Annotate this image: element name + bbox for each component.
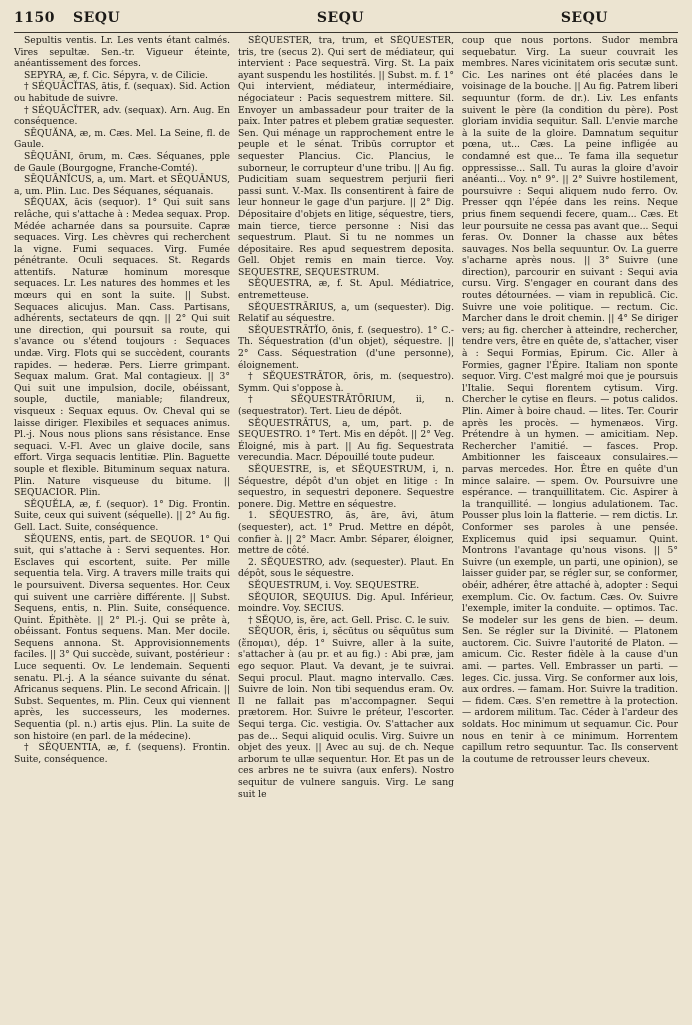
dictionary-entry: SĔQUESTER, tra, trum, et SĔQUESTER, tris, tre (secus 2). Qui sert de médiateur, qui intervient : Pace sequestrā. Virg. St. La paix ayant suspendu les hostilités. || Subst. m. f. 1° Qui intervient, médiateur, intermédiaire, négociateur : Pacis sequestrem mittere. Sil. Envoyer un ambassadeur pour traiter de la paix. Inter patres et plebem gratiæ sequester. Sen. Qui ménage un rapprochement entre le peuple et le sénat. Tribūs corruptor et sequester Plancius. Cic. Plancius, le suborneur, le corrupteur d'une tribu. || Au fig. Pudicitiam suam sequestrem perjurii fieri passi sunt. V.-Max. Ils consentirent à faire de leur honneur le gage d'un parjure. || 2° Dig. Dépositaire d'objets en litige, séquestre, tiers, main tierce, tierce personne : Nisi das sequestrum. Plaut. Si tu ne nommes un dépositaire. Res apud sequestrem deposita. Gell. Objet remis en main tierce. Voy. SEQUESTRE, SEQUESTRUM. (238, 35, 454, 278)
dictionary-entry: SĒQUĀNI, ōrum, m. Cæs. Séquanes, pple de Gaule (Bourgogne, Franche-Comté). (14, 150, 230, 174)
dictionary-entry: Sepultis ventis. Lr. Les vents étant calmés. Vires sepultæ. Sen.-tr. Vigueur éteinte, anéantissement des forces. (14, 35, 230, 70)
column-right (462, 35, 678, 1025)
dictionary-entry: SĔQUESTRA, æ, f. St. Apul. Médiatrice, entremetteuse. (238, 278, 454, 302)
header-rule (14, 32, 678, 33)
dictionary-entry: SĒQUĂNA, æ, m. Cæs. Mel. La Seine, fl. de Gaule. (14, 127, 230, 151)
dictionary-entry: SĔQUESTRUM, i. Voy. SEQUESTRE. (248, 579, 420, 591)
dictionary-entry: 1. SĔQUESTRO, ās, āre, āvi, ātum (sequester), act. 1° Prud. Mettre en dépôt, confier à. || 2° Macr. Ambr. Séparer, éloigner, mettre de côté. (238, 510, 454, 557)
dictionary-entry: † SÉQUĀCĬTER, adv. (sequax). Arn. Aug. En conséquence. (14, 104, 230, 128)
dictionary-entry: † SĔQUENTIA, æ, f. (sequens). Frontin. Suite, conséquence. (14, 742, 230, 765)
dictionary-entry: 2. SĔQUESTRO, adv. (sequester). Plaut. En dépôt, sous le séquestre. (238, 556, 454, 580)
text-columns (14, 35, 678, 1025)
dictionary-entry: SĔQUAX, ācis (sequor). 1° Qui suit sans relâche, qui s'attache à : Medea sequax. Prop. Médée acharnée dans sa poursuite. Capræ sequaces. Virg. Les chèvres qui recherchent la vigne. Fumi sequaces. Virg. Fumée pénétrante. Oculi sequaces. St. Regards attentifs. Naturæ hominum moresque sequaces. Lr. Les natures des hommes et les mœurs qui en sont la suite. || Subst. Sequaces alicujus. Man. Cass. Partisans, adhérents, sectateurs de qqn. || 2° Qui suit une direction, qui poursuit sa route, qui s'avance ou s'étend toujours : Sequaces undæ. Virg. Flots qui se succèdent, courants rapides. — hederæ. Pers. Lierre grimpant. Sequax malum. Grat. Mal contagieux. || 3° Qui suit une impulsion, docile, obéissant, souple, ductile, maniable; filandreux, visqueux : Sequax equus. Ov. Cheval qui se laisse diriger. Flexibiles et sequaces animus. Pl.-j. Nous nous plions sans résistance. Ense sequaci. V.-Fl. Avec un glaive docile, sans effort. Virga sequacis lentitiæ. Plin. Baguette souple et flexible. Bituminum sequax natura. Plin. Nature visqueuse du bitume. || SEQUACIOR. Plin. (14, 197, 230, 499)
dictionary-entry: SĔQUESTRE, is, et SĔQUESTRUM, i, n. Séquestre, dépôt d'un objet en litige : In sequestro, in sequestri deponere. Sequestre ponere. Dig. Mettre en séquestre. (238, 463, 454, 510)
dictionary-entry: † SĔQUESTRĀTŌRIUM, ii, n. (sequestrator). Tert. Lieu de dépôt. (238, 394, 454, 417)
column-left (14, 35, 230, 1025)
dictionary-entry: SĔQUOR, ĕris, i, sĕcūtus ou sĕquūtus sum (ἕπομαι), dép. 1° Suivre, aller à la suite, s'attacher à (au pr. et au fig.) : Abi præ, jam ego sequor. Plaut. Va devant, je te suivrai. Sequi procul. Plaut. magno intervallo. Cæs. Suivre de loin. Non tibi sequendus eram. Ov. Il ne fallait pas m'accompagner. Sequi prætorem. Hor. Suivre le préteur, l'escorter. Sequi terga. Cic. vestigia. Ov. S'attacher aux pas de... Sequi aliquid oculis. Virg. Suivre un objet des yeux. || Avec au suj. de ch. Neque arborum te ullæ sequentur. Hor. Et pas un de ces arbres ne te suivra (aux enfers). Nostro sequitur de vulnere sanguis. Virg. Le sang suit le (238, 626, 454, 800)
dictionary-entry: SĔQUĔLA, æ, f. (sequor). 1° Dig. Frontin. Suite, ceux qui suivent (séquelle). || 2° Au fig. Gell. Lact. Suite, conséquence. (14, 498, 230, 533)
page-header (14, 10, 678, 32)
dictionary-entry: † SĔQUESTRĀTOR, ōris, m. (sequestro). Symm. Qui s'oppose à. (238, 371, 454, 394)
column-middle (238, 35, 454, 1025)
dictionary-entry: coup que nous portons. Sudor membra sequebatur. Virg. La sueur couvrait les membres. Nares vicinitatem oris secutæ sunt. Cic. Les narines ont été placées dans le voisinage de la bouche. || Au fig. Patrem liberi sequuntur (form. de dr.). Liv. Les enfants suivent le père (la condition du père). Post gloriam invidia sequitur. Sall. L'envie marche à la suite de la gloire. Damnatum sequitur pœna, ut... Cæs. La peine infligée au condamné est que... Te fama illa sequetur oppressisse... Sall. Tu auras la gloire d'avoir anéanti... Voy. n° 9°. || 2° Suivre hostilement, poursuivre : Sequi aliquem nudo ferro. Ov. Presser qqn l'épée dans les reins. Neque prius finem sequendi fecere, quam... Cæs. Et leur poursuite ne cessa pas avant que... Sequi feras. Ov. Donner la chasse aux bêtes sauvages. Nos bella sequuntur. Ov. La guerre s'acharne après nous. || 3° Suivre (une direction), parcourir en suivant : Sequi avia cursu. Virg. S'engager en courant dans des routes détournées. — viam in republicā. Cic. Suivre une voie politique. — rectum. Cic. Marcher dans le droit chemin. || 4° Se diriger vers; au fig. chercher à atteindre, rechercher, tendre vers, être en quête de, s'attacher, viser à : Sequi Formias, Epirum. Cic. Aller à Formies, gagner l'Épire. Italiam non sponte sequor. Virg. C'est malgré moi que je poursuis l'Italie. Sequi florentem cytisum. Virg. Chercher le cytise en fleurs. — potus calidos. Plin. Aimer à boire chaud. — lites. Ter. Courir après les procès. — hymenæos. Virg. Prétendre à un hymen. — amicitiam. Nep. Rechercher l'amitié. — fasces. Prop. Ambitionner les faisceaux consulaires.— parvas mercedes. Hor. Être en quête d'un mince salaire. — spem. Ov. Poursuivre une espérance. — tranquillitatem. Cic. Aspirer à la tranquillité. — longius adulationem. Tac. Pousser plus loin la flatterie. — rem dictis. Lr. Conformer ses paroles à une pensée. Explicemus quid ipsi sequamur. Quint. Montrons l'avantage qu'nous visons. || 5° Suivre (un exemple, un parti, une opinion), se laisser guider par, se régler sur, se conformer, obéir, adhérer, être attaché à, adopter : Sequi exemplum. Cic. Ov. factum. Cæs. Ov. Suivre l'exemple, imiter la conduite. — optimos. Tac. Se modeler sur les gens de bien. — deum. Sen. Se régler sur la Divinité. — Platonem auctorem. Cic. Suivre l'autorité de Platon. — amicum. Cic. Rester fidèle à la cause d'un ami. — partes. Vell. Embrasser un parti. — leges. Cic. jussa. Virg. Se conformer aux lois, aux ordres. — famam. Hor. Suivre la tradition.— fidem. Cæs. S'en remettre à la protection. — ardorem militum. Tac. Céder à l'ardeur des soldats. Hoc minimum ut sequamur. Cic. Pour nous en tenir à ce minimum. Horrentem capillum retro sequuntur. Tac. Ils conservent la coutume de retrousser leurs cheveux. (462, 35, 678, 765)
dictionary-entry: SĔQUIOR, SEQUIUS. Dig. Apul. Inférieur, moindre. Voy. SECIUS. (238, 591, 454, 615)
dictionary-entry: SĔQUENS, entis, part. de SEQUOR. 1° Qui suit, qui s'attache à : Servi sequentes. Hor. Esclaves qui escortent, suite. Per mille sequentia tela. Virg. A travers mille traits qui le poursuivent. Diversa sequentes. Hor. Ceux qui suivent une carrière différente. || Subst. Sequens, entis, n. Plin. Suite, conséquence. Quint. Épithète. || 2° Pl.-j. Qui se prête à, obéissant. Fontus sequens. Man. Mer docile. Sequens annona. St. Approvisionnements faciles. || 3° Qui succède, suivant, postérieur : Luce sequenti. Ov. Le lendemain. Sequenti senatu. Pl.-j. A la séance suivante du sénat. Africanus sequens. Plin. Le second Africain. || Subst. Sequentes, m. Plin. Ceux qui viennent après, les successeurs, les modernes. Sequentia (pl. n.) artis ejus. Plin. La suite de son histoire (en parl. de la médecine). (14, 533, 230, 742)
dictionary-entry: † SĔQUO, is, ĕre, act. Gell. Prisc. C. le suiv. (248, 614, 450, 626)
running-headword-right: SEQU (560, 10, 608, 26)
dictionary-entry: SĒQUĀNĬCUS, a, um. Mart. et SĒQUĀNUS, a, um. Plin. Luc. Des Séquanes, séquanais. (14, 174, 230, 197)
dictionary-entry: † SÉQUĀCĬTAS, ātis, f. (sequax). Sid. Action ou habitude de suivre. (14, 81, 230, 104)
dictionary-entry: SEPYRA, æ, f. Cic. Sépyra, v. de Cilicie. (24, 69, 208, 81)
dictionary-entry: SĔQUESTRĀTĬO, ōnis, f. (sequestro). 1° C.-Th. Séquestration (d'un objet), séquestre. || 2° Cass. Séquestration (d'une personne), éloignement. (238, 324, 454, 371)
dictionary-entry: SĔQUESTRĀTUS, a, um, part. p. de SEQUESTRO. 1° Tert. Mis en dépôt. || 2° Veg. Éloigné, mis à part. || Au fig. Sequestrata verecundia. Macr. Dépouillé toute pudeur. (238, 417, 454, 464)
page-number: 1150 (14, 10, 55, 26)
running-headword-center: SEQU (316, 10, 365, 26)
running-headword-left: SEQU (72, 10, 121, 26)
dictionary-entry: SĔQUESTRĀRIUS, a, um (sequester). Dig. Relatif au séquestre. (238, 301, 454, 325)
